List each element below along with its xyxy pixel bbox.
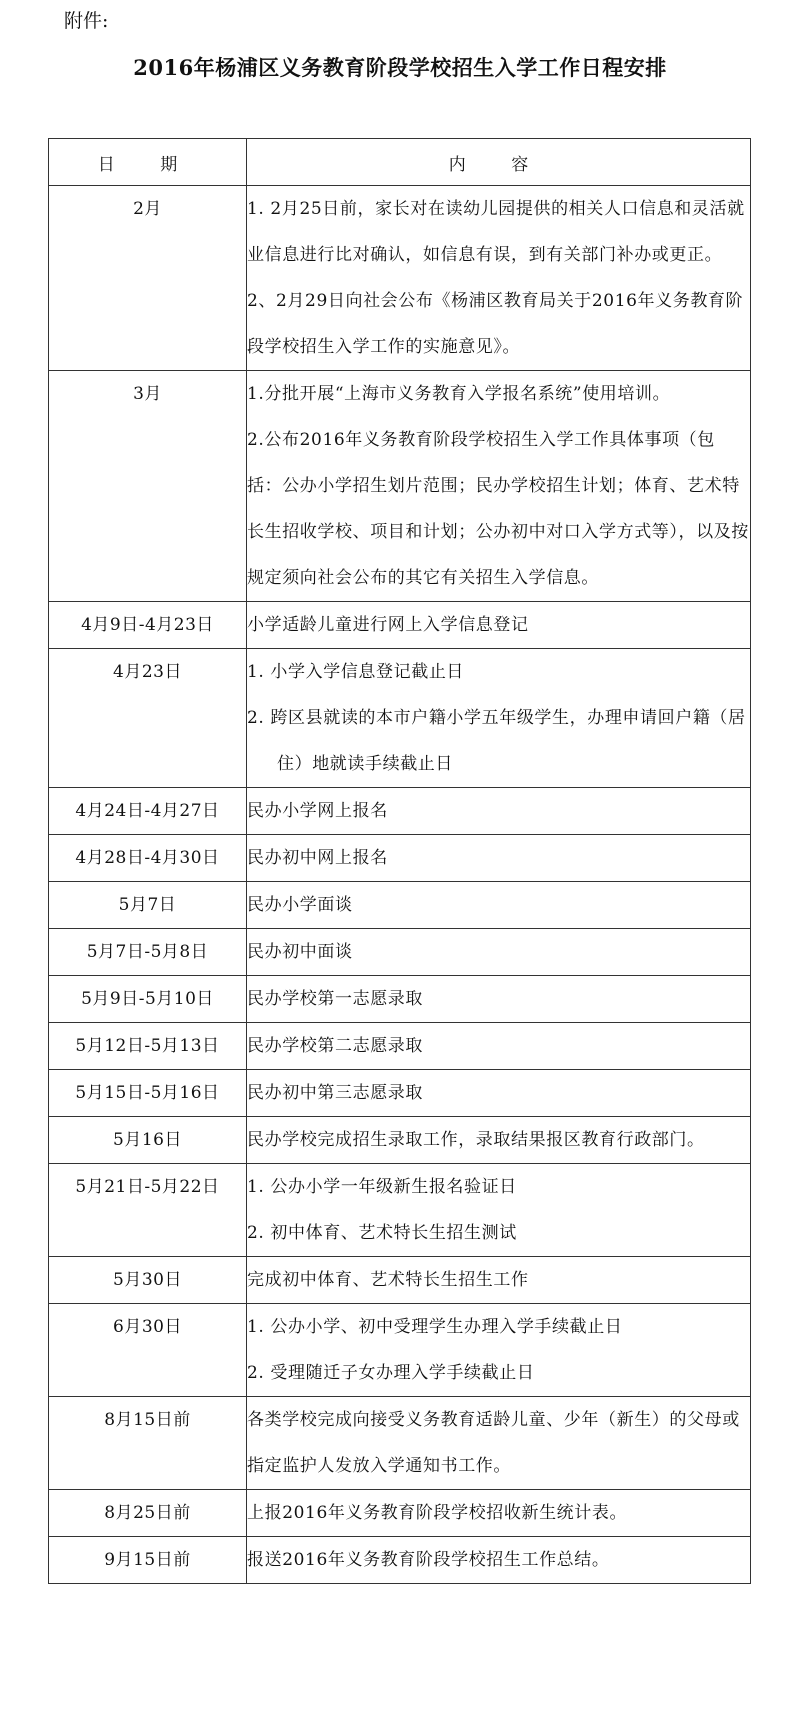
content-item: 报送2016年义务教育阶段学校招生工作总结。 [247,1550,610,1570]
row-content [247,788,751,835]
row-content [247,1164,751,1257]
table-row [49,976,751,1023]
row-content [247,882,751,929]
row-date: 4月24日-4月27日 [49,788,247,835]
content-item: 民办小学面谈 [247,895,353,915]
table-row [49,1257,751,1304]
row-content [247,835,751,882]
table-row [49,1304,751,1397]
row-content [247,1397,751,1490]
content-item: 2. 受理随迁子女办理入学手续截止日 [247,1363,535,1383]
content-item: 民办学校第二志愿录取 [247,1036,423,1056]
row-date: 5月30日 [49,1257,247,1304]
table-row [49,929,751,976]
table-row [49,371,751,602]
content-item: 小学适龄儿童进行网上入学信息登记 [247,615,529,635]
content-item: 各类学校完成向接受义务教育适龄儿童、少年（新生）的父母或指定监护人发放入学通知书工作。 [247,1410,740,1476]
header-row [49,139,751,186]
row-content [247,186,751,371]
content-item: 上报2016年义务教育阶段学校招收新生统计表。 [247,1503,628,1523]
content-item: 2. 跨区县就读的本市户籍小学五年级学生，办理申请回户籍（居住）地就读手续截止日 [247,708,746,774]
row-content [247,602,751,649]
row-date: 5月12日-5月13日 [49,1023,247,1070]
table-row [49,1117,751,1164]
row-content [247,1023,751,1070]
row-date: 8月15日前 [49,1397,247,1490]
row-date: 4月23日 [49,649,247,788]
attachment-label: 附件: [64,10,109,32]
row-date: 8月25日前 [49,1490,247,1537]
table-row [49,1397,751,1490]
table-row [49,1164,751,1257]
row-date: 3月 [49,371,247,602]
row-content [247,371,751,602]
content-item: 2. 初中体育、艺术特长生招生测试 [247,1223,517,1243]
table-row [49,649,751,788]
row-date: 6月30日 [49,1304,247,1397]
row-content [247,649,751,788]
table-row [49,1537,751,1584]
content-item: 民办初中网上报名 [247,848,388,868]
row-content [247,1490,751,1537]
content-item: 1. 公办小学一年级新生报名验证日 [247,1177,517,1197]
table-row [49,835,751,882]
table-row [49,788,751,835]
table-row [49,1070,751,1117]
row-date: 9月15日前 [49,1537,247,1584]
row-content [247,1257,751,1304]
row-date: 5月16日 [49,1117,247,1164]
row-content [247,1304,751,1397]
content-item: 民办学校完成招生录取工作，录取结果报区教育行政部门。 [247,1130,705,1150]
row-content [247,929,751,976]
content-item: 1.分批开展“上海市义务教育入学报名系统”使用培训。 [247,384,671,404]
content-item: 2、2月29日向社会公布《杨浦区教育局关于2016年义务教育阶段学校招生入学工作的实施意见》。 [247,291,744,357]
row-date: 4月9日-4月23日 [49,602,247,649]
table-row [49,1490,751,1537]
row-date: 4月28日-4月30日 [49,835,247,882]
table-row [49,882,751,929]
row-date: 5月9日-5月10日 [49,976,247,1023]
content-item: 1. 公办小学、初中受理学生办理入学手续截止日 [247,1317,623,1337]
schedule-table-body [49,186,751,1584]
schedule-table-header [49,139,751,186]
content-item: 民办小学网上报名 [247,801,388,821]
row-content [247,1070,751,1117]
row-content [247,1117,751,1164]
content-item: 民办初中第三志愿录取 [247,1083,423,1103]
document-title: 2016年杨浦区义务教育阶段学校招生入学工作日程安排 [133,55,667,80]
schedule-table [48,138,751,1584]
table-row [49,186,751,371]
header-date: 日 期 [49,139,247,186]
row-date: 5月7日-5月8日 [49,929,247,976]
row-date: 5月15日-5月16日 [49,1070,247,1117]
content-item: 1. 小学入学信息登记截止日 [247,662,465,682]
row-date: 5月21日-5月22日 [49,1164,247,1257]
table-row [49,602,751,649]
content-item: 1. 2月25日前，家长对在读幼儿园提供的相关人口信息和灵活就业信息进行比对确认，如信息有误，到有关部门补办或更正。 [247,199,745,265]
row-date: 2月 [49,186,247,371]
row-content [247,1537,751,1584]
table-row [49,1023,751,1070]
content-item: 完成初中体育、艺术特长生招生工作 [247,1270,529,1290]
content-item: 民办学校第一志愿录取 [247,989,423,1009]
header-content: 内 容 [247,139,751,186]
content-item: 民办初中面谈 [247,942,353,962]
content-item: 2.公布2016年义务教育阶段学校招生入学工作具体事项（包括：公办小学招生划片范围；民办学校招生计划；体育、艺术特长生招收学校、项目和计划；公办初中对口入学方式等），以及按规定须向社会公布的其它有关招生入学信息。 [247,430,749,588]
row-date: 5月7日 [49,882,247,929]
row-content [247,976,751,1023]
